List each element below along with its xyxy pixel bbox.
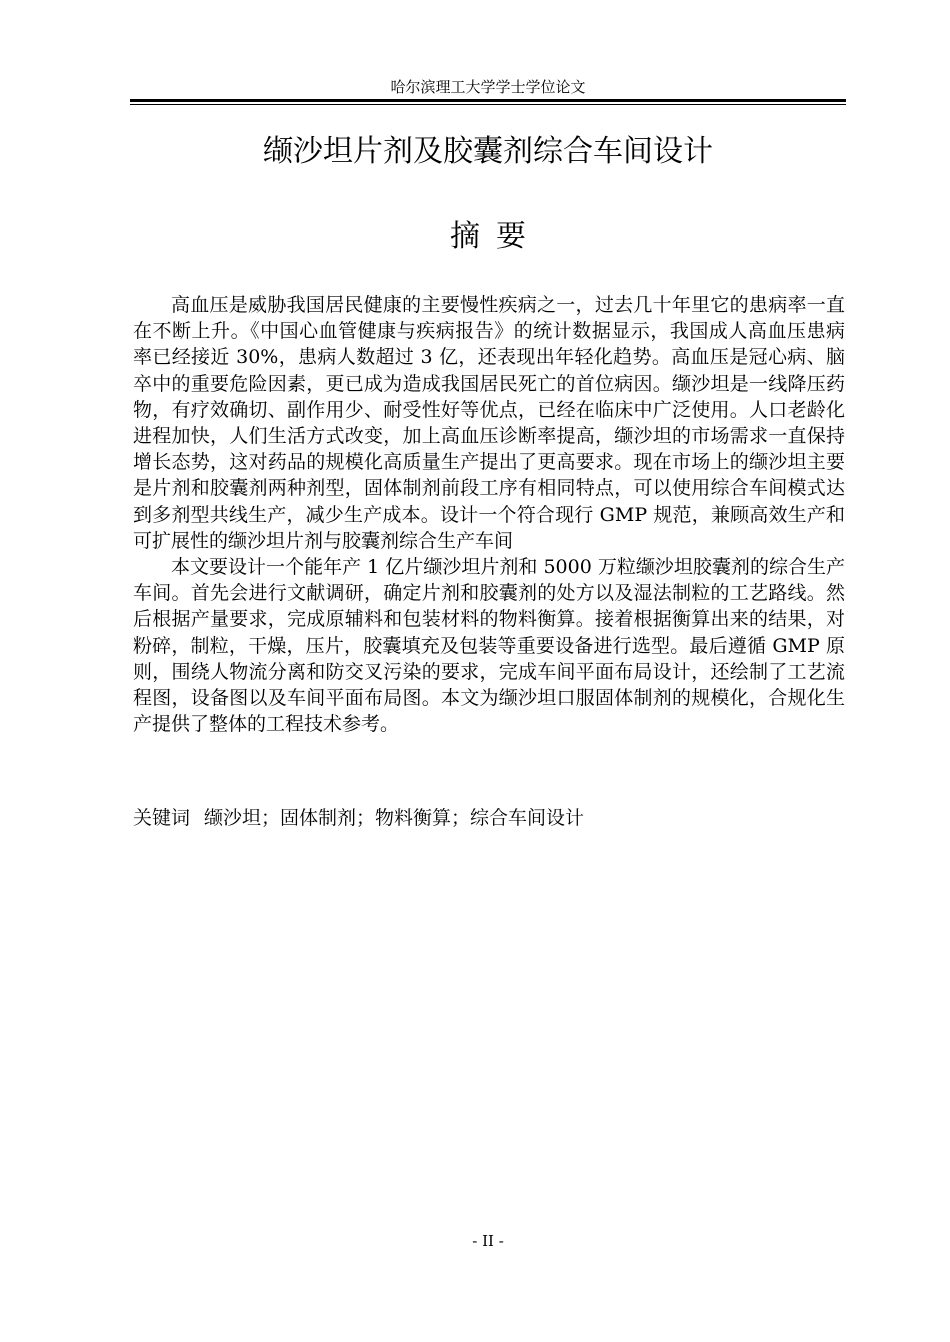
keywords-line — [133, 804, 845, 832]
header-rule-thin — [130, 104, 846, 105]
keywords-label: 关键词 — [133, 807, 191, 829]
abstract-paragraph-1: 高血压是威胁我国居民健康的主要慢性疾病之一，过去几十年里它的患病率一直在不断上升。《中国心血管健康与疾病报告》的统计数据显示，我国成人高血压患病率已经接近 30%，患病人数超过 3 亿，还表现出年轻化趋势。高血压是冠心病、脑卒中的重要危险因素，更已成为造成我国居民死亡的首位病因。缬沙坦是一线降压药物，有疗效确切、副作用少、耐受性好等优点，已经在临床中广泛使用。人口老龄化进程加快，人们生活方式改变，加上高血压诊断率提高，缬沙坦的市场需求一直保持增长态势，这对药品的规模化高质量生产提出了更高要求。现在市场上的缬沙坦主要是片剂和胶囊剂两种剂型，固体制剂前段工序有相同特点，可以使用综合车间模式达到多剂型共线生产，减少生产成本。设计一个符合现行 GMP 规范，兼顾高效生产和可扩展性的缬沙坦片剂与胶囊剂综合生产车间 — [133, 294, 845, 552]
abstract-body — [133, 292, 845, 737]
header-rule-thick — [130, 99, 846, 102]
abstract-heading: 摘要 — [450, 219, 542, 254]
running-header: 哈尔滨理工大学学士学位论文 — [390, 78, 586, 96]
abstract-paragraph-2: 本文要设计一个能年产 1 亿片缬沙坦片剂和 5000 万粒缬沙坦胶囊剂的综合生产车间。首先会进行文献调研，确定片剂和胶囊剂的处方以及湿法制粒的工艺路线。然后根据产量要求，完成原辅料和包装材料的物料衡算。接着根据衡算出来的结果，对粉碎，制粒，干燥，压片，胶囊填充及包装等重要设备进行选型。最后遵循 GMP 原则，围绕人物流分离和防交叉污染的要求，完成车间平面布局设计，还绘制了工艺流程图，设备图以及车间平面布局图。本文为缬沙坦口服固体制剂的规模化，合规化生产提供了整体的工程技术参考。 — [133, 556, 845, 736]
document-title: 缬沙坦片剂及胶囊剂综合车间设计 — [263, 134, 713, 169]
page-number: - II - — [472, 1232, 504, 1250]
keywords-text: 缬沙坦；固体制剂；物料衡算；综合车间设计 — [204, 807, 585, 829]
